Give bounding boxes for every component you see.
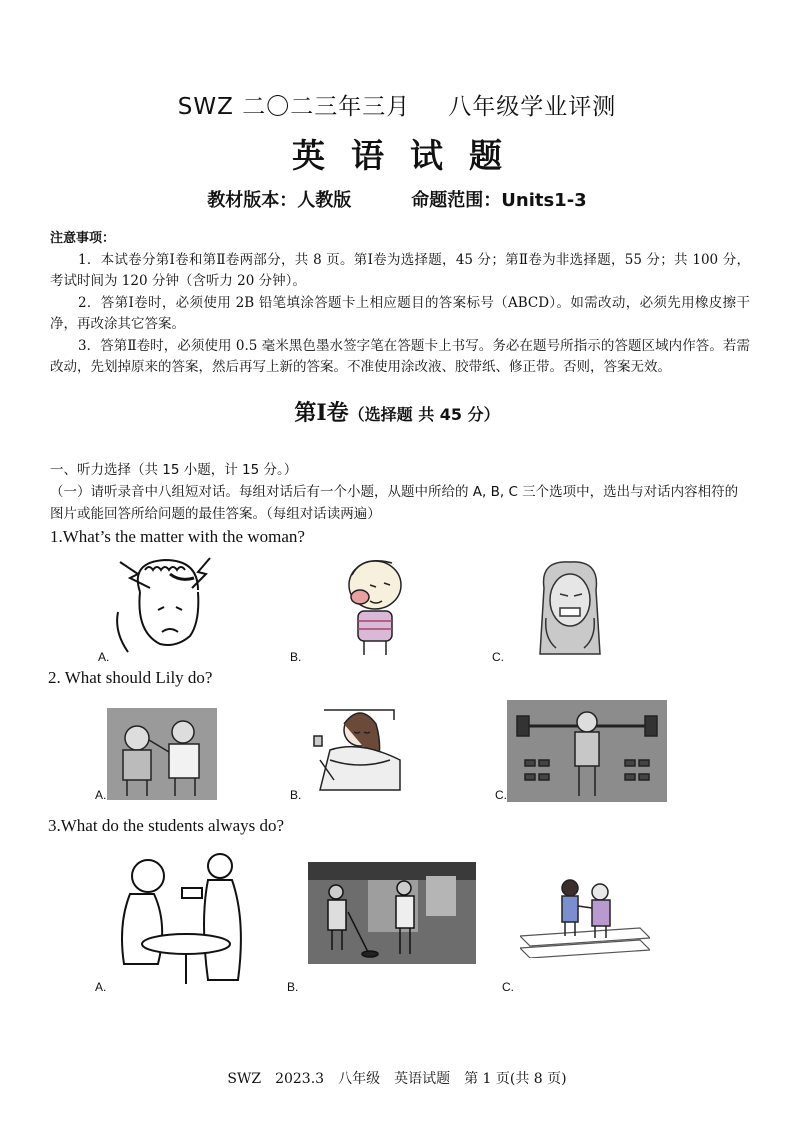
doctor-visit-icon — [107, 708, 217, 800]
exam-date-label: SWZ 二〇二三年三月 — [177, 94, 411, 120]
exam-title: 英语试题 — [292, 136, 528, 175]
exercise-gym-icon — [507, 700, 667, 802]
notes-heading: 注意事项： — [50, 231, 116, 246]
exam-notes — [50, 228, 750, 379]
section-instruction: （一）请听录音中八组短对话。每组对话后有一个小题，从题中所给的 A, B, C 三个选项中，选出与对话内容相符的图片或能回答所给问题的最佳答案。（每组对话读两遍） — [50, 484, 739, 522]
q2-option-b: B. — [290, 788, 302, 802]
headache-woman-icon — [110, 552, 220, 657]
note-item-1: 1．本试卷分第Ⅰ卷和第Ⅱ卷两部分，共 8 页。第Ⅰ卷为选择题，45 分；第Ⅱ卷为非选择题，55 分；共 100 分，考试时间为 120 分钟（含听力 20 分钟）。 — [50, 251, 750, 289]
q1-option-a: A. — [98, 650, 110, 664]
cleaning-classroom-icon — [308, 862, 476, 964]
footer-grade: 八年级 — [338, 1071, 381, 1087]
q2-option-c: C. — [495, 788, 507, 802]
question-1-text: 1.What’s the matter with the woman? — [50, 527, 305, 546]
question-3-text: 3.What do the students always do? — [48, 816, 285, 835]
exam-grade-label: 八年级学业评测 — [448, 94, 617, 120]
exam-scope: 命题范围：Units1-3 — [411, 190, 587, 211]
page-footer — [0, 1068, 794, 1088]
note-item-2: 2．答第Ⅰ卷时，必须使用 2B 铅笔填涂答题卡上相应题目的答案标号（ABCD）。如需改动，必须先用橡皮擦干净，再改涂其它答案。 — [50, 294, 750, 332]
q3-option-c: C. — [502, 980, 514, 994]
helping-cross-street-icon — [520, 878, 650, 958]
volume-detail: （选择题 共 45 分） — [348, 405, 500, 424]
footer-date: 2023.3 — [275, 1071, 325, 1087]
section-title: 一、听力选择（共 15 小题，计 15 分。） — [50, 462, 298, 478]
sick-in-bed-icon — [310, 700, 405, 795]
q1-option-c: C. — [492, 650, 504, 664]
talking-at-table-icon — [110, 848, 260, 988]
q3-option-b: B. — [287, 980, 299, 994]
footer-page: 第 1 页(共 8 页) — [464, 1071, 567, 1087]
volume-title — [0, 396, 794, 427]
exam-header-line — [0, 88, 794, 121]
textbook-edition: 教材版本：人教版 — [207, 190, 352, 211]
footer-code: SWZ — [227, 1071, 262, 1087]
q2-option-a: A. — [95, 788, 107, 802]
volume-name: 第Ⅰ卷 — [294, 400, 349, 426]
note-item-3: 3．答第Ⅱ卷时，必须使用 0.5 毫米黑色墨水签字笔在答题卡上书写。务必在题号所指示的答题区域内作答。若需改动，先划掉原来的答案，然后再写上新的答案。不准使用涂改液、胶带纸、修正带。否则，答案无效。 — [50, 337, 750, 375]
exam-meta-line — [0, 186, 794, 212]
toothache-girl-icon — [330, 555, 425, 660]
cough-woman-icon — [530, 558, 610, 658]
footer-subject: 英语试题 — [394, 1071, 451, 1087]
question-2-text: 2. What should Lily do? — [48, 668, 213, 687]
q3-option-a: A. — [95, 980, 107, 994]
q1-option-b: B. — [290, 650, 302, 664]
